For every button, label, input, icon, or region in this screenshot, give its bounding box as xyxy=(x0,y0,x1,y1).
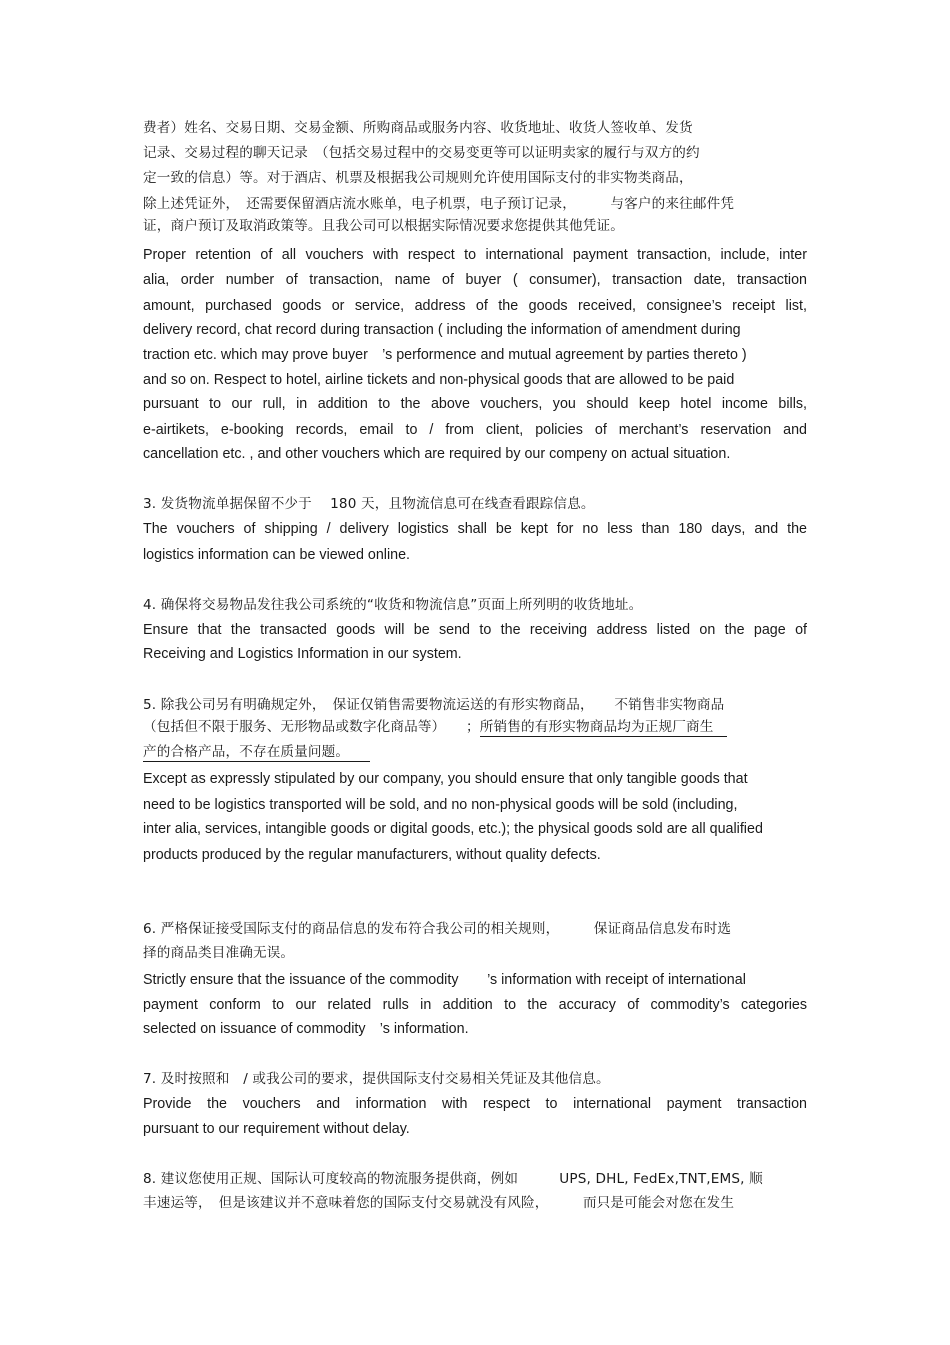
section-3-heading: 3. 发货物流单据保留不少于 180 天，且物流信息可在线查看跟踪信息。 xyxy=(143,496,595,512)
section-5-zh-line xyxy=(143,717,807,737)
section-5-en-line: products produced by the regular manufacturers, without quality defects. xyxy=(143,847,601,863)
section-6-en-line: selected on issuance of commodity ’s information. xyxy=(143,1021,469,1037)
section-4-heading: 4. 确保将交易物品发往我公司系统的“收货和物流信息”页面上所列明的收货地址。 xyxy=(143,597,643,613)
paragraph-en-line: alia, order number of transaction, name of buyer ( consumer), transaction date, transaction xyxy=(143,272,807,288)
section-5-en-line: need to be logistics transported will be sold, and no non-physical goods will be sold (including, xyxy=(143,797,738,813)
underlined-text: 所销售的有形实物商品均为正规厂商生 xyxy=(479,719,728,735)
section-3-en-line: The vouchers of shipping / delivery logistics shall be kept for no less than 180 days, and the xyxy=(143,521,807,537)
section-5-zh-line xyxy=(143,742,807,762)
section-6-zh-line: 择的商品类目准确无误。 xyxy=(143,945,295,961)
section-5-en-line: Except as expressly stipulated by our company, you should ensure that only tangible goods that xyxy=(143,771,748,787)
section-6-heading: 6. 严格保证接受国际支付的商品信息的发布符合我公司的相关规则， 保证商品信息发布时选 xyxy=(143,921,732,937)
underlined-text: 产的合格产品，不存在质量问题。 xyxy=(143,744,370,760)
section-4-en-line: Receiving and Logistics Information in our system. xyxy=(143,646,462,662)
paragraph-zh-line: 证，商户预订及取消政策等。且我公司可以根据实际情况要求您提供其他凭证。 xyxy=(143,218,625,234)
section-5-en-line: inter alia, services, intangible goods or digital goods, etc.); the physical goods sold are all qualified xyxy=(143,821,763,837)
section-6-en-line: Strictly ensure that the issuance of the commodity ’s information with receipt of international xyxy=(143,972,746,988)
section-7-en-line: pursuant to our requirement without delay. xyxy=(143,1121,410,1137)
section-8-zh-line: 丰速运等， 但是该建议并不意味着您的国际支付交易就没有风险， 而只是可能会对您在发生 xyxy=(143,1195,735,1211)
section-6-en-line: payment conform to our related rulls in addition to the accuracy of commodity’s categories xyxy=(143,997,807,1013)
paragraph-en-line: amount, purchased goods or service, address of the goods received, consignee’s receipt list, xyxy=(143,298,807,314)
section-5-heading: 5. 除我公司另有明确规定外， 保证仅销售需要物流运送的有形实物商品， 不销售非实物商品 xyxy=(143,697,725,713)
paragraph-zh-line: 记录、交易过程的聊天记录 （包括交易过程中的交易变更等可以证明卖家的履行与双方的约 xyxy=(143,145,700,161)
section-7-heading: 7. 及时按照和 / 或我公司的要求，提供国际支付交易相关凭证及其他信息。 xyxy=(143,1071,610,1087)
paragraph-en-line: e-airtikets, e-booking records, email to / from client, policies of merchant’s reservation and xyxy=(143,422,807,438)
paragraph-en-line: cancellation etc. , and other vouchers which are required by our compeny on actual situation. xyxy=(143,446,731,462)
paragraph-en-line: and so on. Respect to hotel, airline tickets and non-physical goods that are allowed to be paid xyxy=(143,372,735,388)
section-4-en-line: Ensure that the transacted goods will be send to the receiving address listed on the page of xyxy=(143,622,807,638)
paragraph-zh-line: 定一致的信息）等。对于酒店、机票及根据我公司规则允许使用国际支付的非实物类商品， xyxy=(143,170,693,186)
paragraph-zh-line: 除上述凭证外， 还需要保留酒店流水账单，电子机票，电子预订记录， 与客户的来往邮件凭 xyxy=(143,196,735,212)
section-8-heading: 8. 建议您使用正规、国际认可度较高的物流服务提供商，例如 UPS, DHL, FedEx,TNT,EMS, 顺 xyxy=(143,1171,763,1187)
paragraph-zh-line: 费者）姓名、交易日期、交易金额、所购商品或服务内容、收货地址、收货人签收单、发货 xyxy=(143,120,693,136)
section-5-zh-text: （包括但不限于服务、无形物品或数字化商品等） ； xyxy=(143,719,480,735)
paragraph-en-line: traction etc. which may prove buyer ’s performence and mutual agreement by parties thereto ) xyxy=(143,347,747,363)
paragraph-en-line: Proper retention of all vouchers with respect to international payment transaction, include, inter xyxy=(143,247,807,263)
paragraph-en-line: pursuant to our rull, in addition to the above vouchers, you should keep hotel income bills, xyxy=(143,396,807,412)
section-3-en-line: logistics information can be viewed online. xyxy=(143,547,411,563)
section-7-en-line: Provide the vouchers and information with respect to international payment transaction xyxy=(143,1096,807,1112)
paragraph-en-line: delivery record, chat record during transaction ( including the information of amendment during xyxy=(143,322,741,338)
